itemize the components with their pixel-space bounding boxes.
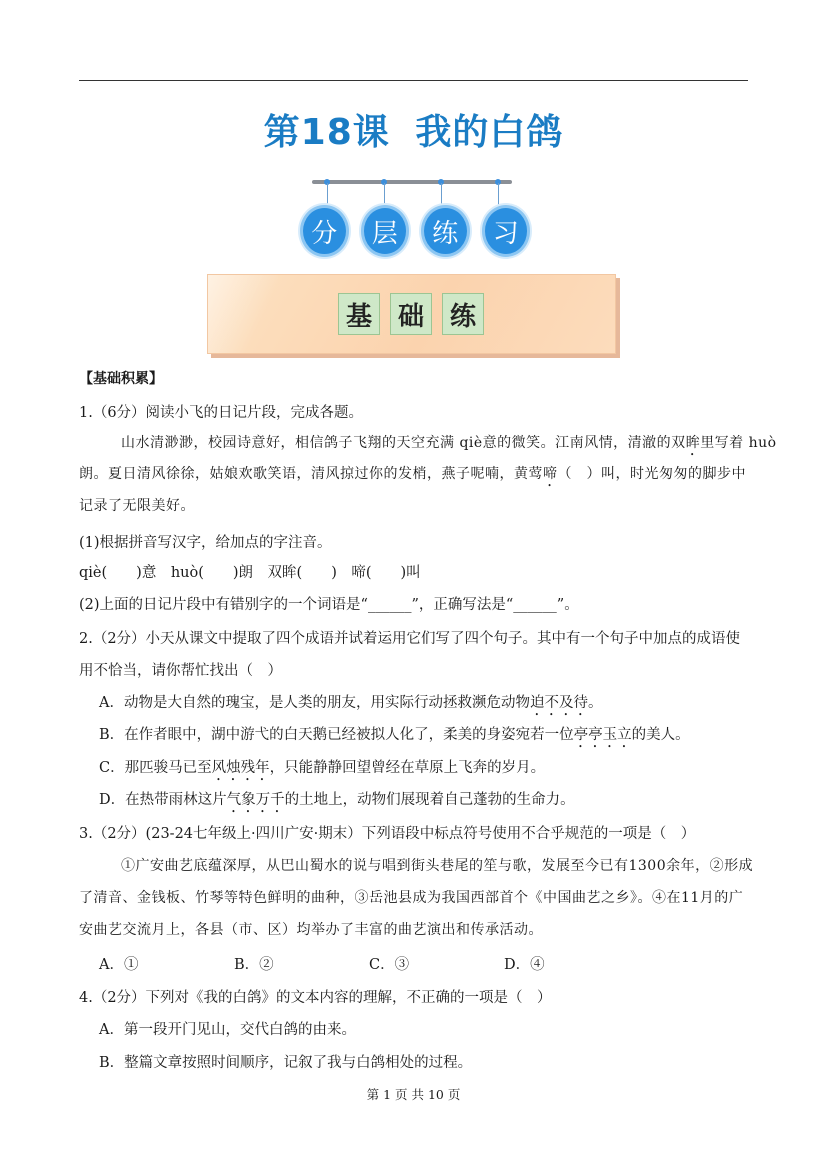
option-text: 的美人。 bbox=[631, 727, 690, 743]
q3-options bbox=[99, 953, 639, 974]
q3-passage-1: ①广安曲艺底蕴深厚，从巴山蜀水的说与唱到街头巷尾的笙与歌，发展至今已有1300余年，②形成 bbox=[121, 858, 754, 874]
q2-option-a bbox=[99, 691, 602, 719]
layered-practice-badges bbox=[300, 205, 530, 259]
lesson-title bbox=[0, 104, 827, 155]
dotted-idiom: 迫不及待 bbox=[529, 695, 588, 711]
q1-sub2: (2)上面的日记片段中有错别字的一个词语是“______”，正确写法是“______”。 bbox=[79, 597, 579, 613]
q3-option-a: A．① bbox=[99, 957, 139, 973]
q2-option-c bbox=[99, 756, 545, 784]
q1-passage-text: 里写着 huò bbox=[700, 435, 777, 451]
q1-passage-line-3: 记录了无限美好。 bbox=[79, 498, 195, 514]
q2-stem-1: 2.（2分）小天从课文中提取了四个成语并试着运用它们写了四个句子。其中有一个句子中加点的成语使 bbox=[79, 631, 741, 647]
q3-option-d: D．④ bbox=[504, 957, 545, 973]
q1-sub1-fill: qiè( )意 huò( )朗 双眸( ) 啼( )叫 bbox=[79, 565, 421, 581]
option-text: D．在热带雨林这片 bbox=[99, 792, 227, 808]
banner-char-lian: 练 bbox=[442, 293, 484, 335]
badge-xi: 习 bbox=[482, 205, 531, 257]
header-rule bbox=[79, 80, 748, 81]
option-text: A．动物是大自然的瑰宝，是人类的朋友，用实际行动拯救濒危动物 bbox=[99, 695, 530, 711]
rail-string bbox=[498, 183, 499, 207]
badge-fen: 分 bbox=[300, 205, 349, 257]
q3-passage-2: 了清音、金钱板、竹琴等特色鲜明的曲种，③岳池县成为我国西部首个《中国曲艺之乡》。④在11月的广 bbox=[79, 890, 744, 906]
q3-option-c: C．③ bbox=[369, 957, 410, 973]
decor-rail bbox=[312, 180, 512, 184]
section-title: 【基础积累】 bbox=[79, 371, 163, 387]
page-footer: 第 1 页 共 10 页 bbox=[366, 1087, 461, 1102]
option-text: B．在作者眼中，湖中游弋的白天鹅已经被拟人化了，柔美的身姿宛若一位 bbox=[99, 727, 574, 743]
banner-shine bbox=[208, 275, 278, 353]
dotted-idiom: 亭亭玉立 bbox=[573, 727, 632, 743]
option-text: ，只能静静回望曾经在草原上飞奔的岁月。 bbox=[269, 760, 546, 776]
q1-passage-text: （ ）叫，时光匆匆的脚步中 bbox=[557, 466, 746, 482]
rail-string bbox=[441, 183, 442, 207]
lesson-name: 我的白鸽 bbox=[415, 112, 564, 153]
lesson-number: 第18课 bbox=[263, 112, 390, 153]
rail-string bbox=[327, 183, 328, 207]
q4-stem: 4.（2分）下列对《我的白鸽》的文本内容的理解，不正确的一项是（ ） bbox=[79, 990, 552, 1006]
q3-passage-3: 安曲艺交流月上，各县（市、区）均举办了丰富的曲艺演出和传承活动。 bbox=[79, 922, 543, 938]
rail-string bbox=[384, 183, 385, 207]
q1-sub1: (1)根据拼音写汉字，给加点的字注音。 bbox=[79, 535, 332, 551]
q3-stem: 3.（2分）(23-24七年级上·四川广安·期末）下列语段中标点符号使用不合乎规范的一项是（ ） bbox=[79, 826, 696, 842]
dotted-idiom: 风烛残年 bbox=[211, 760, 270, 776]
dotted-idiom: 气象万千 bbox=[226, 792, 285, 808]
q1-stem: 1.（6分）阅读小飞的日记片段，完成各题。 bbox=[79, 405, 364, 421]
banner-char-ji: 基 bbox=[338, 293, 380, 335]
q1-passage-line-1 bbox=[121, 432, 777, 459]
option-text: 。 bbox=[587, 695, 603, 711]
option-text: C．那匹骏马已至 bbox=[99, 760, 212, 776]
badge-lian: 练 bbox=[421, 205, 470, 257]
basic-practice-banner bbox=[207, 274, 616, 354]
q1-dotted-word: 眸 bbox=[685, 435, 701, 451]
q1-dotted-word: 啼 bbox=[543, 466, 558, 482]
q2-option-d bbox=[99, 788, 575, 816]
badge-ceng: 层 bbox=[361, 205, 410, 257]
banner-char-chu: 础 bbox=[390, 293, 432, 335]
q4-option-b: B．整篇文章按照时间顺序，记叙了我与白鸽相处的过程。 bbox=[99, 1055, 473, 1071]
q1-passage-line-2 bbox=[79, 463, 746, 490]
option-text: 的土地上，动物们展现着自己蓬勃的生命力。 bbox=[284, 792, 575, 808]
q3-option-b: B．② bbox=[234, 957, 274, 973]
q1-passage-text: 山水清渺渺，校园诗意好，相信鸽子飞翔的天空充满 qiè意的微笑。江南风情，清澈的双 bbox=[121, 435, 686, 451]
q2-stem-2: 用不恰当，请你帮忙找出（ ） bbox=[79, 663, 282, 679]
q1-passage-text: 朗。夏日清风徐徐，姑娘欢歌笑语，清风掠过你的发梢，燕子呢喃，黄莺 bbox=[79, 466, 543, 482]
q4-option-a: A．第一段开门见山，交代白鸽的由来。 bbox=[99, 1022, 356, 1038]
q2-option-b bbox=[99, 723, 690, 751]
